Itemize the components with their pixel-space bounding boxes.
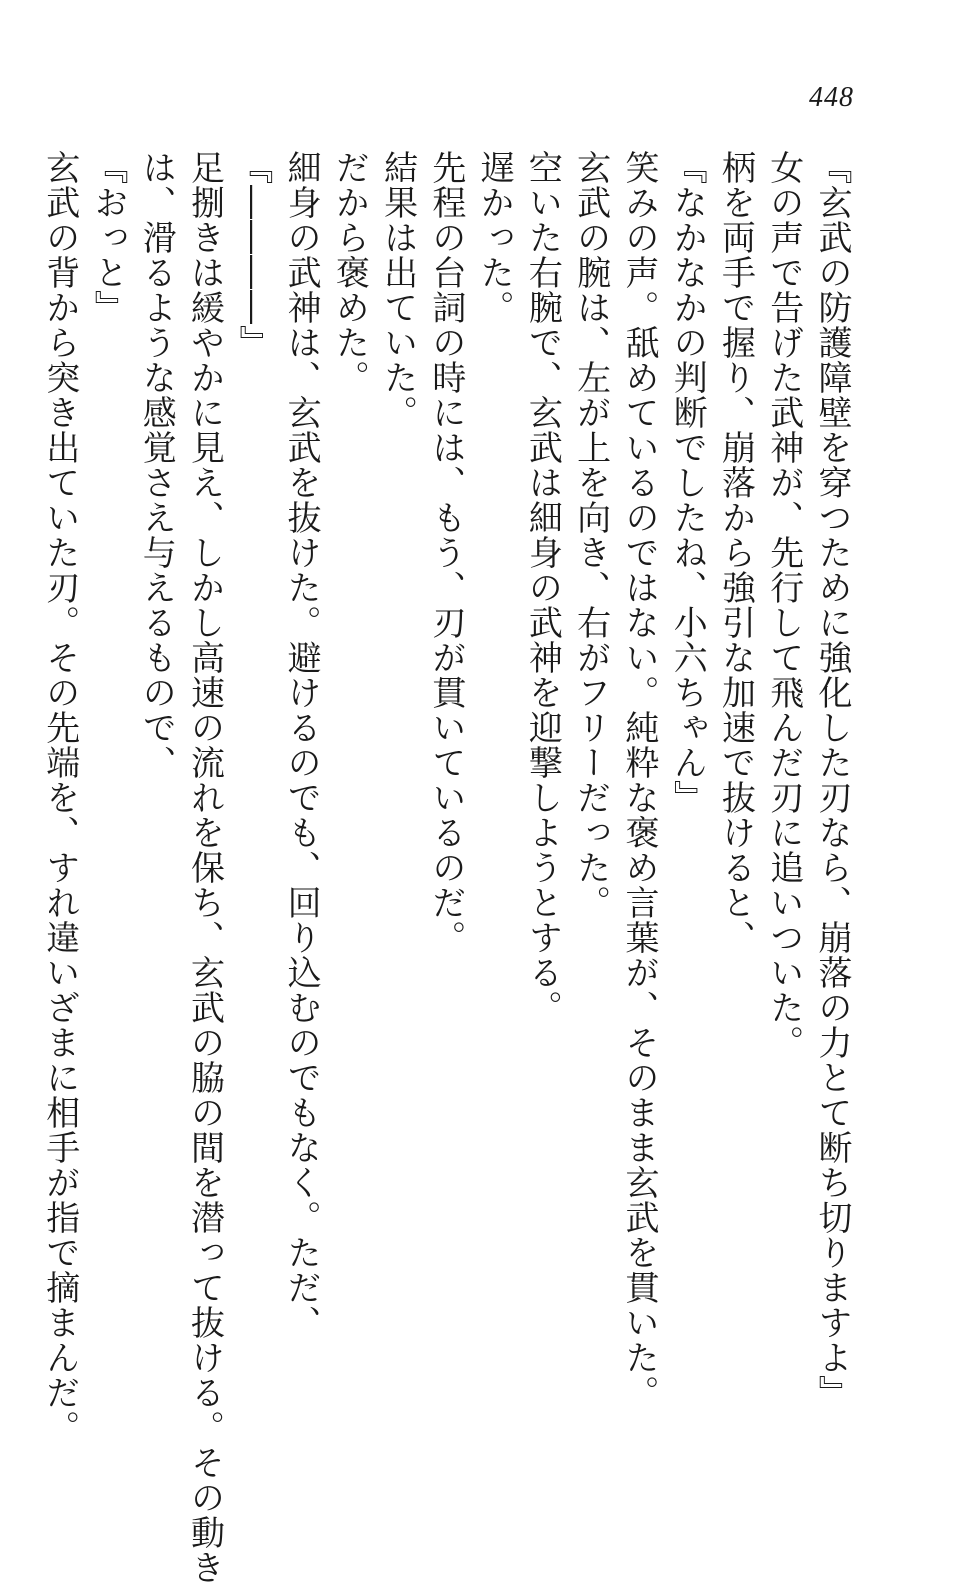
text-line: 足捌きは緩やかに見え、しかし高速の流れを保ち、玄武の脇の間を潜って抜ける。その動き <box>184 150 225 1585</box>
text-line: 女の声で告げた武神が、先行して飛んだ刃に追いついた。 <box>763 150 804 1060</box>
text-line: 遅かった。 <box>474 150 515 325</box>
text-line: 『おっと』 <box>88 150 129 325</box>
text-line: 空いた右腕で、玄武は細身の武神を迎撃しようとする。 <box>522 150 563 1025</box>
body-text <box>39 150 856 1585</box>
text-line: 玄武の背から突き出ていた刃。その先端を、すれ違いざまに相手が指で摘まんだ。 <box>39 150 80 1445</box>
text-line: は、滑るような感覚さえ与えるもので、 <box>136 150 177 780</box>
text-line: 細身の武神は、玄武を抜けた。避けるのでも、回り込むのでもなく。ただ、 <box>281 150 322 1340</box>
text-line: 玄武の腕は、左が上を向き、右がフリーだった。 <box>570 150 611 920</box>
text-line: 『なかなかの判断でしたね、小六ちゃん』 <box>667 150 708 815</box>
text-line: 『――――』 <box>232 150 273 360</box>
text-line: 先程の台詞の時には、もう、刃が貫いているのだ。 <box>425 150 466 955</box>
text-line: 結果は出ていた。 <box>377 150 418 430</box>
page-number: 448 <box>809 82 854 113</box>
text-line: 笑みの声。舐めているのではない。純粋な褒め言葉が、そのまま玄武を貫いた。 <box>618 150 659 1410</box>
text-line: だから褒めた。 <box>329 150 370 395</box>
text-line: 『玄武の防護障壁を穿つために強化した刃なら、崩落の力とて断ち切りますよ』 <box>812 150 852 1410</box>
text-line: 柄を両手で握り、崩落から強引な加速で抜けると、 <box>715 150 756 955</box>
